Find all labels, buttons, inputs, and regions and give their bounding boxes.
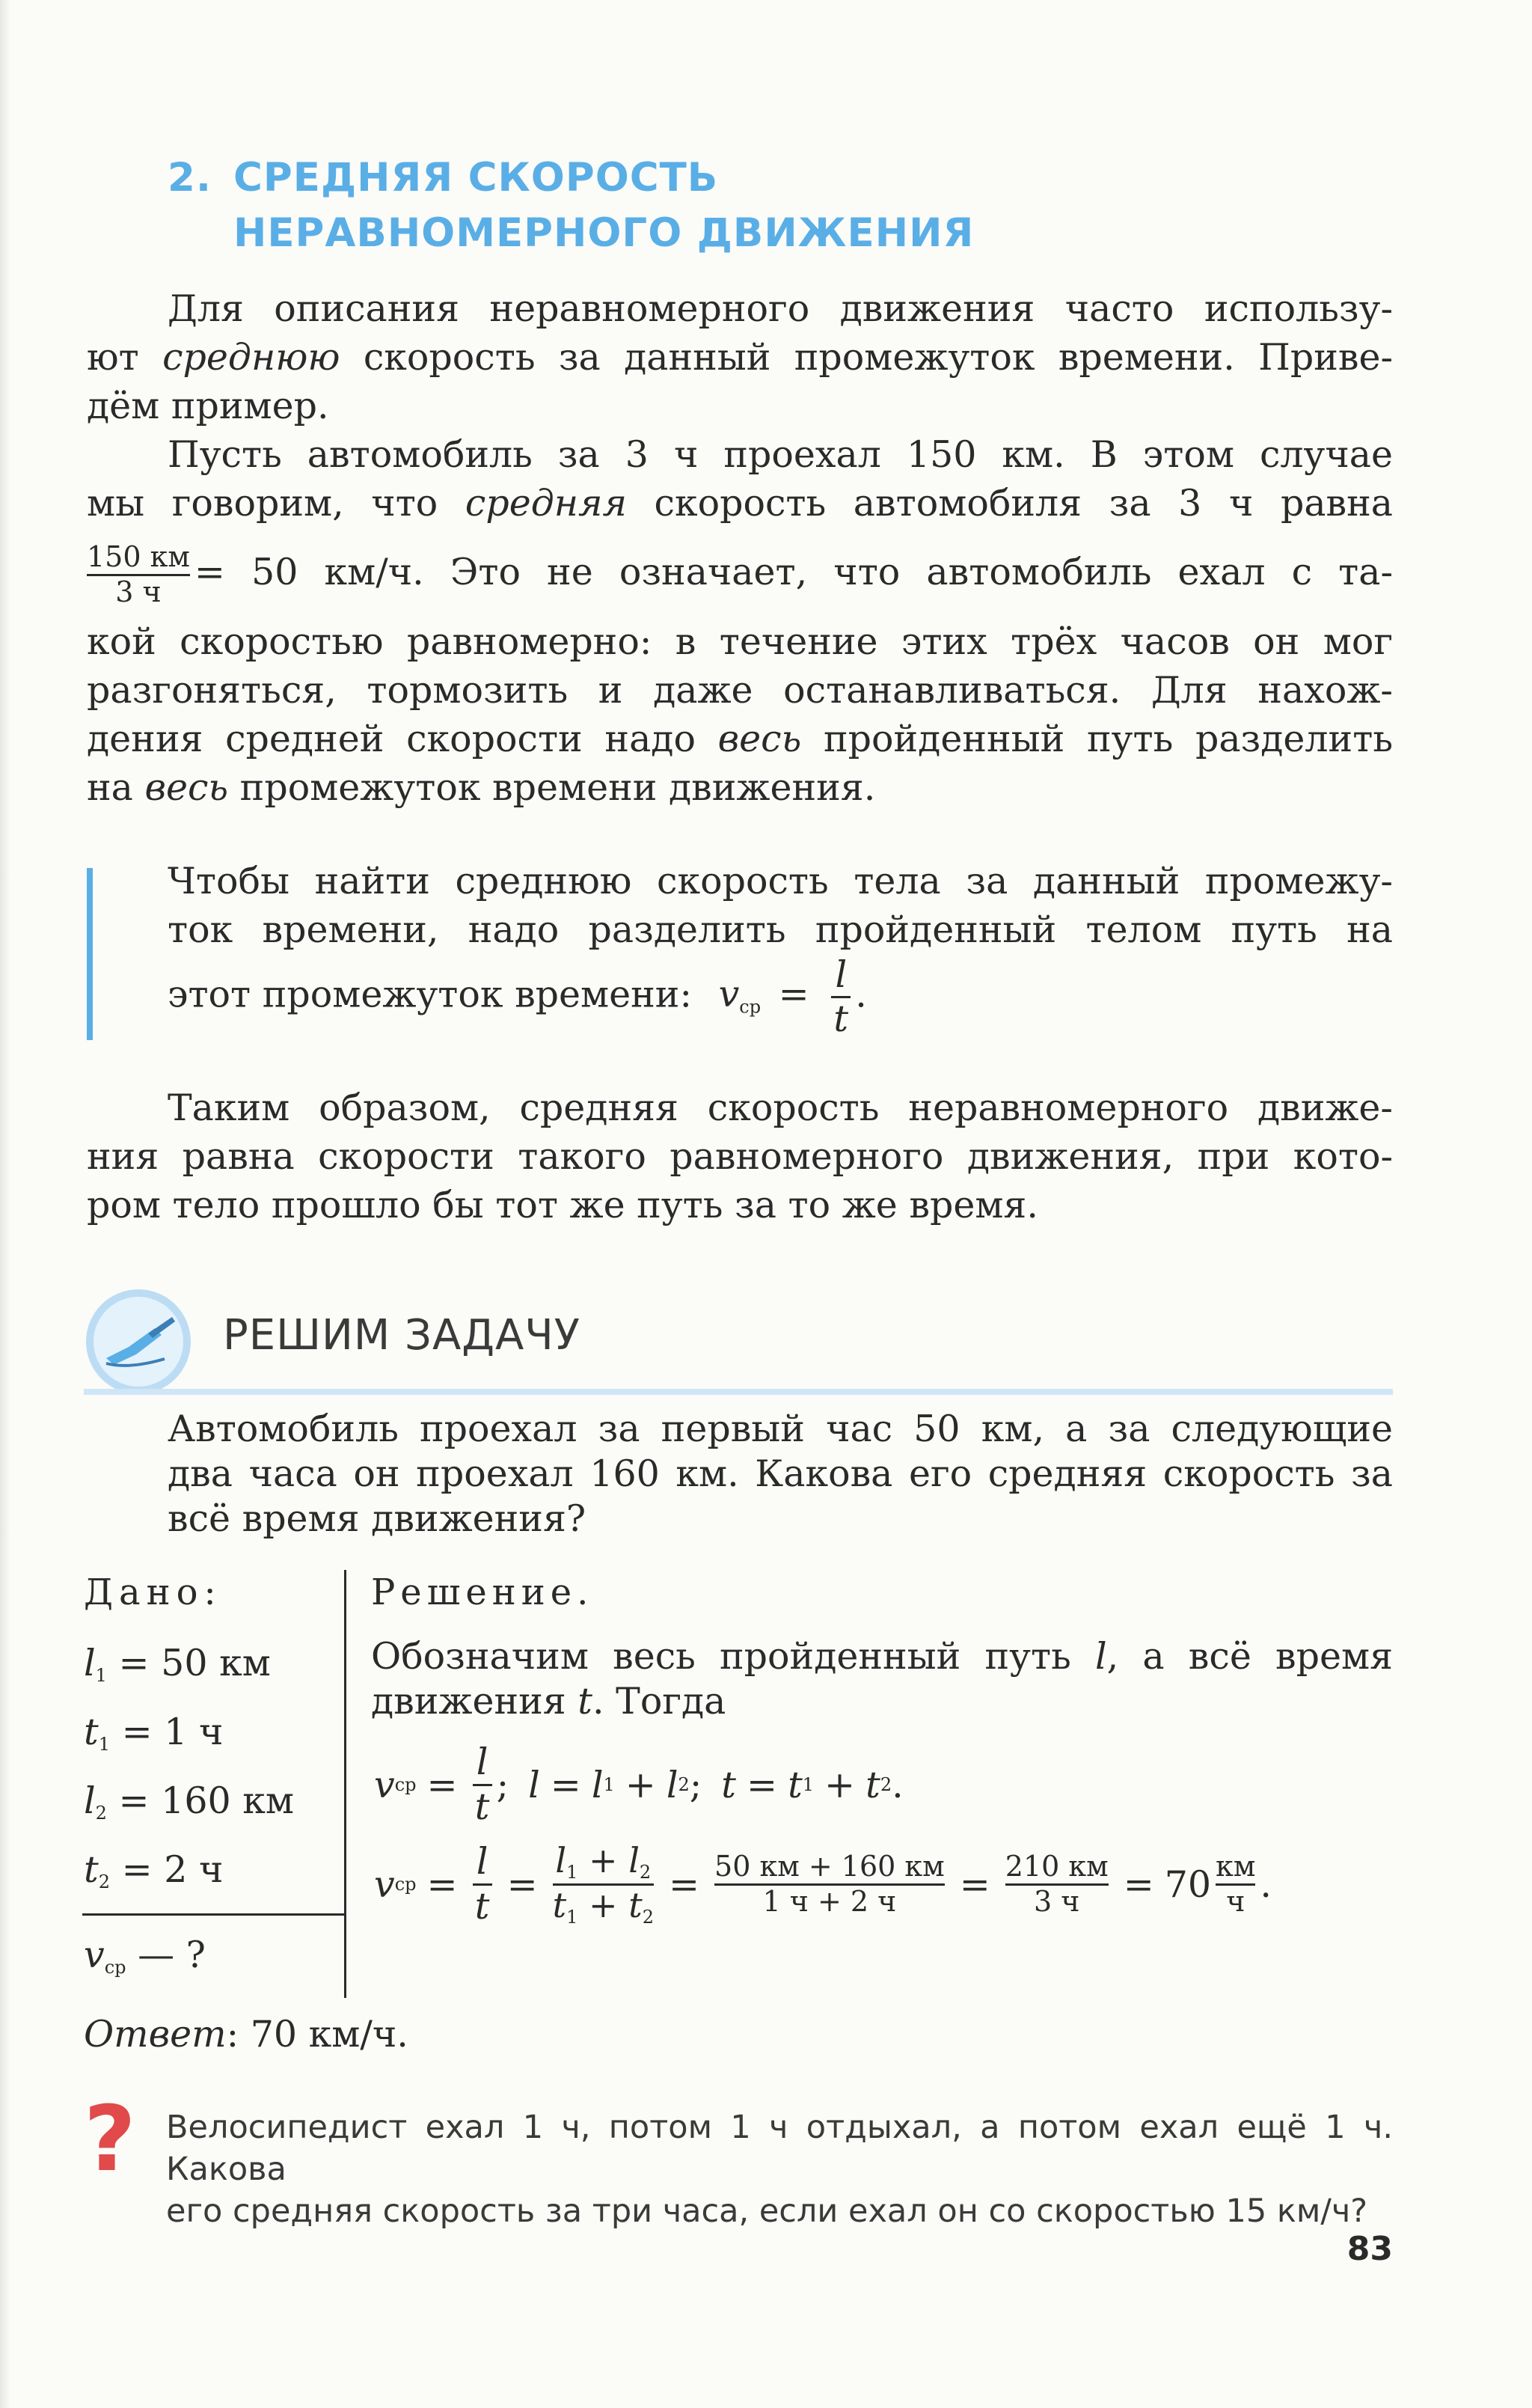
question-text bbox=[166, 2106, 1393, 2232]
conclusion-paragraph bbox=[87, 1084, 1393, 1229]
solution-label: Решение. bbox=[371, 1571, 594, 1613]
intro-line-3: дём пример. bbox=[87, 385, 329, 427]
example-line-5: разгоняться, тормозить и даже останавливаться. Для нахож- bbox=[87, 669, 1393, 712]
given-divider-vertical bbox=[344, 1570, 346, 1998]
question-line-1: Велосипедист ехал 1 ч, потом 1 ч отдыхал, а потом ехал ещё 1 ч. Какова bbox=[166, 2109, 1393, 2188]
task-line-2: два часа он проехал 160 км. Какова его средняя скорость за bbox=[168, 1452, 1393, 1495]
fraction-150km-3h: $\frac{150 км}{3 ч}$ bbox=[87, 540, 190, 608]
section-number: 2. bbox=[168, 155, 212, 201]
rule-accent-bar bbox=[87, 868, 93, 1040]
emphasis-average: среднюю bbox=[162, 336, 340, 379]
formula-v: v bbox=[718, 973, 740, 1016]
given-list bbox=[84, 1635, 294, 1910]
task-line-1: Автомобиль проехал за первый час 50 км, а за следующие bbox=[168, 1408, 1393, 1450]
task-header-rule bbox=[84, 1389, 1393, 1395]
page-number: 83 bbox=[1346, 2230, 1393, 2268]
given-label: Дано: bbox=[84, 1571, 222, 1613]
given-item-l1: $l_1 = 50$ км bbox=[84, 1642, 271, 1686]
formula-definitions: v ср = $\frac{l}{t}$ ; l = l 1 + l 2 ; t = t 1 + t 2 . bbox=[374, 1741, 904, 1828]
task-text bbox=[168, 1407, 1393, 1541]
section-title-line2: НЕРАВНОМЕРНОГО ДВИЖЕНИЯ bbox=[233, 210, 975, 256]
rule-line-3: этот промежуток времени: $v_{ср}$ = $\frac{l}{t}$ . bbox=[168, 953, 867, 1041]
rule-line-1: Чтобы найти среднюю скорость тела за данный промежу- bbox=[168, 860, 1393, 902]
answer-label: Ответ bbox=[84, 2013, 227, 2056]
example-line-2: мы говорим, что средняя скорость автомобиля за 3 ч равна bbox=[87, 482, 1393, 525]
conclusion-line-1: Таким образом, средняя скорость неравномерного движе- bbox=[168, 1087, 1393, 1129]
solution-line-2: движения t. Тогда bbox=[371, 1680, 726, 1723]
example-paragraph bbox=[87, 430, 1393, 812]
intro-line-1: Для описания неравномерного движения часто использу- bbox=[168, 287, 1393, 330]
solution-line-1: Обозначим весь пройденный путь l, а всё время bbox=[371, 1635, 1393, 1678]
example-line-4: кой скоростью равномерно: в течение этих трёх часов он мог bbox=[87, 620, 1393, 663]
page-edge-shadow bbox=[0, 0, 10, 2408]
example-line-7: на весь промежуток времени движения. bbox=[87, 766, 876, 809]
rule-paragraph bbox=[168, 857, 1393, 1041]
given-item-l2: $l_2 = 160$ км bbox=[84, 1779, 295, 1824]
fraction-l-over-t: $\frac{l}{t}$ bbox=[831, 954, 851, 1041]
example-line-3: $\frac{150 км}{3 ч}$ = 50 км/ч. Это не означает, что автомобиль ехал с та- bbox=[87, 540, 1393, 608]
given-item-t2: $t_2 = 2$ ч bbox=[84, 1848, 224, 1892]
answer-value: 70 км/ч. bbox=[250, 2013, 408, 2056]
task-line-3: всё время движения? bbox=[168, 1497, 586, 1540]
rule-line-2: ток времени, надо разделить пройденный телом путь на bbox=[168, 908, 1393, 951]
hand-writing-icon bbox=[84, 1287, 193, 1396]
question-mark-icon: ? bbox=[84, 2088, 136, 2192]
question-line-2: его средняя скорость за три часа, если ехал он со скоростью 15 км/ч? bbox=[166, 2192, 1368, 2230]
task-header: РЕШИМ ЗАДАЧУ bbox=[223, 1311, 580, 1360]
intro-line-2: ют среднюю скорость за данный промежуток времени. Приве- bbox=[87, 336, 1394, 379]
section-title-line1: СРЕДНЯЯ СКОРОСТЬ bbox=[233, 155, 719, 201]
given-divider-horizontal bbox=[82, 1913, 346, 1916]
conclusion-line-2: ния равна скорости такого равномерного движения, при кото- bbox=[87, 1135, 1393, 1178]
example-line-1: Пусть автомобиль за 3 ч проехал 150 км. В этом случае bbox=[168, 433, 1393, 476]
example-line-6: дения средней скорости надо весь пройденный путь разделить bbox=[87, 718, 1393, 760]
given-item-t1: $t_1 = 1$ ч bbox=[84, 1711, 224, 1755]
find-item: $v_{ср}$ — ? bbox=[84, 1934, 206, 1978]
formula-calculation: v ср = $\frac{l}{t}$ = $\frac{l_1 + l_2}{t_1 + t_2}$ = $\frac{50 км + 160 км}{1 ч + 2 ч}$ = $\frac{210 км}{3 ч}$ = 70 $\frac{км}{ч}$ . bbox=[374, 1839, 1272, 1928]
intro-paragraph bbox=[87, 284, 1393, 430]
solution-text bbox=[371, 1634, 1393, 1724]
answer: Ответ: 70 км/ч. bbox=[84, 2013, 408, 2056]
conclusion-line-3: ром тело прошло бы тот же путь за то же время. bbox=[87, 1184, 1038, 1226]
